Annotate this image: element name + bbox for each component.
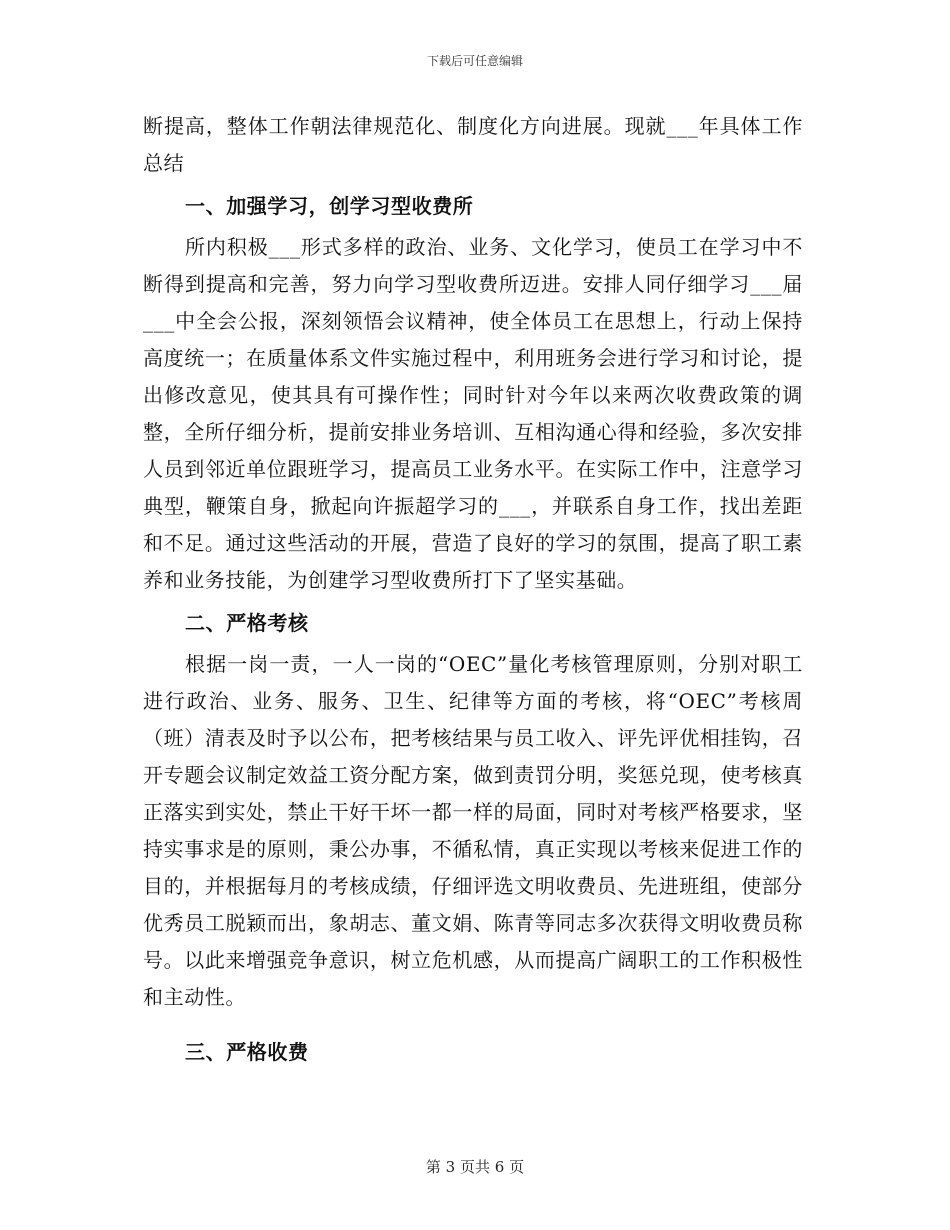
section-body-2: 根据一岗一责，一人一岗的“OEC”量化考核管理原则，分别对职工进行政治、业务、服务、卫生、纪律等方面的考核，将“OEC”考核周（班）清表及时予以公布，把考核结果与员工收入、评先评优相挂钩，召开专题会议制定效益工资分配方案，做到责罚分明，奖惩兑现，使考核真正落实到实处，禁止干好干坏一都一样的局面，同时对考核严格要求，坚持实事求是的原则，秉公办事，不循私情，真正实现以考核来促进工作的目的，并根据每月的考核成绩，仔细评选文明收费员、先进班组，使部分优秀员工脱颖而出，象胡志、董文娟、陈青等同志多次获得文明收费员称号。以此来增强竞争意识，树立危机感，从而提高广阔职工的工作积极性和主动性。 [143, 652, 803, 1009]
page-number: 第 3 页共 6 页 [425, 1158, 525, 1176]
section-heading-1: 一、加强学习，创学习型收费所 [185, 194, 474, 218]
section-heading-2: 二、严格考核 [185, 611, 309, 635]
document-body [143, 108, 803, 1075]
intro-paragraph: 断提高，整体工作朝法律规范化、制度化方向进展。现就___年具体工作总结 [143, 114, 803, 175]
section-body-1: 所内积极___形式多样的政治、业务、文化学习，使员工在学习中不断得到提高和完善，努力向学习型收费所迈进。安排人同仔细学习___届___中全会公报，深刻领悟会议精神，使全体员工在思想上，行动上保持高度统一；在质量体系文件实施过程中，利用班务会进行学习和讨论，提出修改意见，使其具有可操作性；同时针对今年以来两次收费政策的调整，全所仔细分析，提前安排业务培训、互相沟通心得和经验，多次安排人员到邻近单位跟班学习，提高员工业务水平。在实际工作中，注意学习典型，鞭策自身，掀起向许振超学习的___，并联系自身工作，找出差距和不足。通过这些活动的开展，营造了良好的学习的氛围，提高了职工素养和业务技能，为创建学习型收费所打下了坚实基础。 [143, 235, 803, 592]
section-heading-3: 三、严格收费 [185, 1040, 309, 1064]
page-header-note: 下载后可任意编辑 [426, 54, 523, 68]
